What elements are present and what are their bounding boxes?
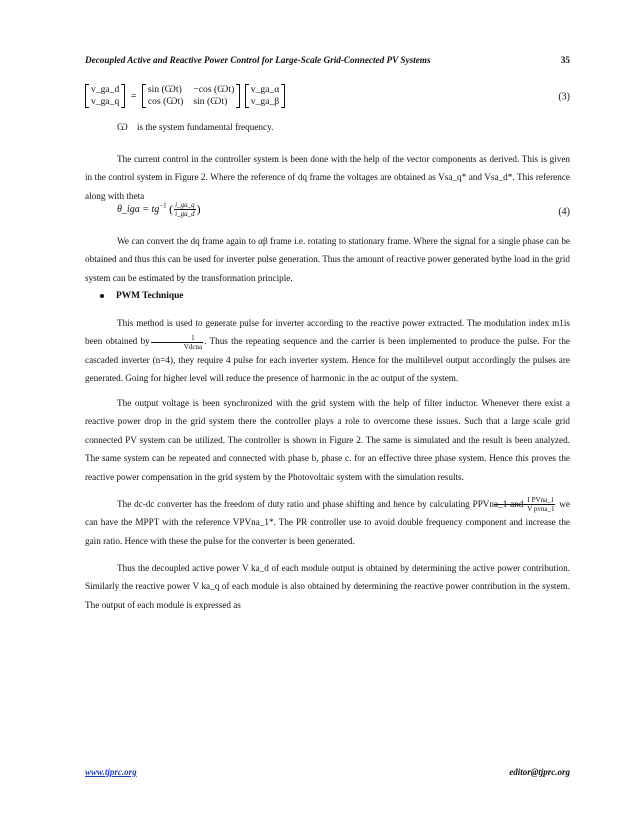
page-number: 35 (560, 55, 570, 65)
paragraph-decoupled-power: Thus the decoupled active power V ka_d of each module output is obtained by determining the active power contribution. Similarly the reactive power V ka_q of each module is also obtained by determining the reactive power contribution in the system. The output of each module is expressed as (85, 563, 570, 610)
footer-website-link[interactable]: www.tjprc.org (85, 767, 137, 777)
matrix-cell: sin (Ѡt) (147, 84, 182, 95)
paragraph-pwm: This method is used to generate pulse for inverter according to the reactive power extracted. The modulation index m1is been obtained by $\frac{1}{\text{Vdcna}}$ . Thus the repeating sequence and the carrier is been implemented to produce the pulse. For the cascaded inverter (n=4), they require 4 pulse for each inverter system. Hence for the multilevel output accordingly the pulses are generated. Going for higher level will reduce the presence of harmonic in the ac output of the system. (85, 318, 571, 384)
paragraph-dcdc-converter: The dc-dc converter has the freedom of duty ratio and phase shifting and hence by calculating PPVna_1 and $\frac{\text{I PVna\_1}}{\text{V pvna\_1}}$ we can have the MPPT with the reference VPVna_1*. The PR controller use to avoid double frequency component and increase the gain ratio. Hence with these the pulse for the converter is been generated. (85, 496, 571, 546)
paragraph-current-control: The current control in the controller system is been done with the help of the vector components as derived. This is given in the control system in Figure 2. Where the reference of dq frame the voltages are obtained as Vsa_q* and Vsa_d*. This reference along with theta (85, 154, 570, 201)
mppt-fraction: $\frac{\text{I PVna\_1}}{\text{V pvna\_1}}$ (494, 496, 555, 513)
vector-alpha-beta (245, 84, 285, 108)
page-footer (85, 767, 570, 781)
running-title: Decoupled Active and Reactive Power Control for Large-Scale Grid-Connected PV Systems (85, 55, 431, 65)
vector-dq (85, 84, 125, 108)
paragraph-frame-conversion: We can convert the dq frame again to αβ frame i.e. rotating to stationary frame. Where the signal for a single phase can be obtained and thus this can be used for inverter pulse generation. Thus the amount of reactive power generated bythe load in the grid system can be estimated by the transformation principle. (85, 236, 570, 283)
equation-3 (85, 84, 570, 110)
omega-definition: Ѡ is the system fundamental frequency. (117, 122, 274, 132)
matrix-cell: v_ga_α (250, 84, 280, 95)
running-header (85, 55, 570, 69)
matrix-cell: cos (Ѡt) (147, 96, 184, 107)
equation-number: (3) (558, 91, 570, 103)
rotation-matrix (142, 84, 240, 108)
footer-email: editor@tjprc.org (509, 767, 570, 777)
matrix-cell: sin (Ѡt) (193, 96, 228, 107)
section-heading-pwm: PWM Technique (100, 291, 183, 301)
equation-exponent: −1 (159, 201, 167, 210)
equation-number: (4) (558, 206, 570, 218)
matrix-cell: v_ga_β (250, 96, 280, 107)
modulation-fraction: $\frac{1}{\text{Vdcna}}$ (151, 334, 203, 351)
paragraph-output-voltage: The output voltage is been synchronized with the grid system with the help of filter inductor. Whenever there exist a reactive power drop in the grid system there the controller plays a role to overcome these issues. Such that a large scale grid connected PV system can be utilized. The controller is shown in Figure 2. The same is simulated and the result is been analyzed. The same system can be repeated and connected with phase b, phase c. for an effective three phase system. Hence this proves the reactive power compensation in the grid system by the Photovoltaic system with the simulation results. (85, 398, 570, 482)
matrix-cell: v_ga_d (91, 84, 120, 95)
equals-sign: = (130, 90, 137, 102)
equation-lhs: θ_iga = tg (117, 203, 160, 215)
equation-4: θ_iga = $tg^{-1}$ ( $\frac{i\_ga\_q}{i\_ga\_d}$ ) (4) (117, 201, 570, 218)
bullet-icon (100, 294, 104, 298)
equation-fraction: $\frac{i\_ga\_q}{i\_ga\_d}$ (175, 201, 195, 218)
matrix-cell: v_ga_q (91, 96, 120, 107)
matrix-cell: −cos (Ѡt) (193, 84, 235, 95)
